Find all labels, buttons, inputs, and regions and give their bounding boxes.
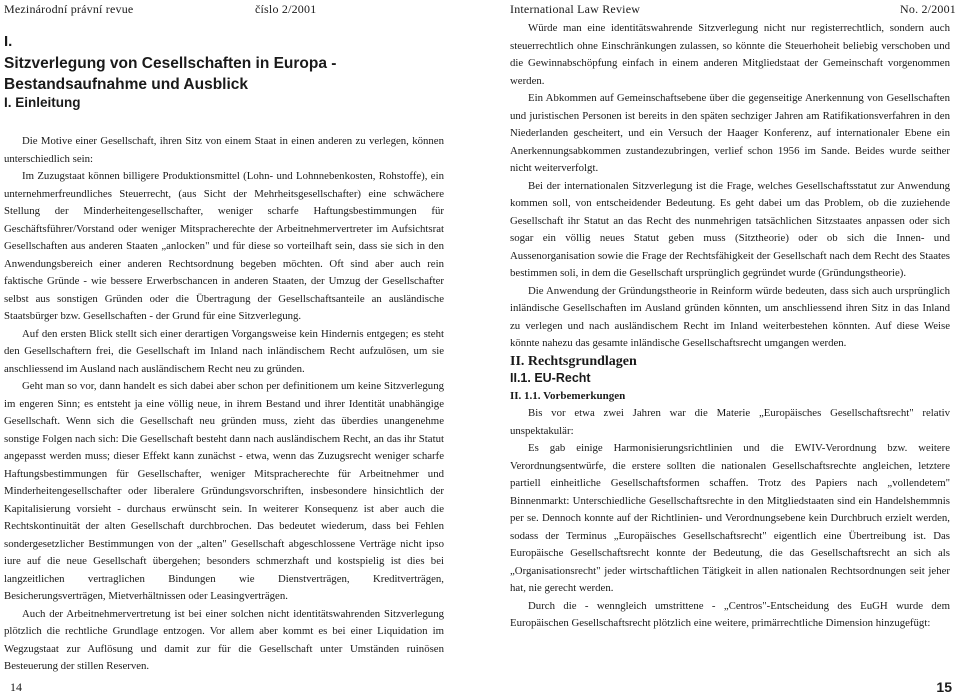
paragraph: Im Zuzugstaat können billigere Produktionsmittel (Lohn- und Lohnnebenkosten, Rohstoffe), ein unternehmerfreundliches Steuerrecht, (aus Sicht der Mehrheitsgesellschafter) eine schwächere Stellung der Minderheitengesellschafter, weniger scharfe Haftungsbestimmungen für Geschäftsführer/Vorstand oder weniger Mitspracherechte der Arbeitnehmervertreter im Aufsichtsrat Gesellschaften aus anderen Staaten „anlocken" und für diese so vorteilhaft sein, dass sie sich in den Anwendungsbereich einer anderen Rechtsordnung begeben möchten. Oft sind aber auch rein faktische Gründe - wie bessere Erwerbschancen in anderen Staaten, der Umzug der Gesellschafter selbst aus sonstigen Gründen oder die Übertragung der Gesellschaftsanteile an ausländische Staatsbürger bzw. Gesellschaften - der Grund für eine Sitzverlegung. xyxy=(4,170,444,322)
running-head-journal: Mezinárodní právní revue xyxy=(4,2,134,16)
paragraph: Bei der internationalen Sitzverlegung ist die Frage, welches Gesellschaftsstatut zur Anwendung kommen soll, von entscheidender Bedeutung. Es geht dabei um das Problem, ob die zuziehende Gesellschaft ihr Statut an das Recht des nunmehrigen tatsächlichen Sitzstaates anpassen oder sich sogar ein völlig neues Statut geben muss (Sitztheorie) oder ob sich die Innen- und Aussenorganisation sowie die Frage der Rechtsfähigkeit der Gesellschaft nach dem Recht des Staates bestimmen soli, in dem die Gesellschaft ursprünglich gegründet wurde (Gründungstheorie). xyxy=(510,179,950,279)
paragraph: Auf den ersten Blick stellt sich einer derartigen Vorgangsweise kein Hindernis entgegen; es steht den Gesellschaftern frei, die Gesellschaft im Inland nach inländischem Recht aufzulösen, um sie anschliessend im Ausland nach ausländischem Recht neu zu gründen. xyxy=(4,327,444,375)
running-head-issue-en: No. 2/2001 xyxy=(900,2,956,16)
paragraph: Geht man so vor, dann handelt es sich dabei aber schon per definitionem um keine Sitzverlegung im engeren Sinn; es entsteht ja eine völlig neue, in ihrem Bestand und ihrer Identität unabhängige Gesellschaft. Wenn sich die Gesellschaft neu gründen muss, zieht das überdies unangenehme sonstige Folgen nach sich: Die Gesellschaft besteht dann nach ausländischem Recht, an das ihr Statut angepasst werden muss; dieser Effekt kann zunächst - etwa, wenn das Zuzugsrecht weniger scharfe Haftungsbestimmungen für Gesellschafter, weniger Mitspracherechte für Arbeitnehmer und Minderheitengesellschafter oder liberalere Gründungsvorschriften, insbesondere hinsichtlich der Kapitalisierung vorsieht - durchaus erwünscht sein. In weiterer Konsequenz ist aber auch die Rechtskontinuität der alten Gesellschaft durchbrochen. Das bedeutet wiederum, dass bei Fehlen sondergesetzlicher Bestimmungen von der „alten" Gesellschaft abgeschlossene Verträge nicht ipso iure auf die neue Gesellschaft übergehen; besonders schmerzhaft und kostspielig ist dies bei langzeitlichen vertraglichen Bindungen wie Dienstverträgen, Kreditverträgen, Besicherungsverträgen, Mietverhältnissen oder Leasingverträgen. xyxy=(4,380,444,602)
running-head-journal-en: International Law Review xyxy=(510,2,641,16)
left-page xyxy=(0,0,470,699)
section-number: I. xyxy=(4,33,13,50)
paragraph: Durch die - wenngleich umstrittene - „Centros"-Entscheidung des EuGH wurde dem Europäischen Gesellschaftsrecht plötzlich eine weitere, primärrechtliche Dimension hinzugefügt: xyxy=(510,599,950,629)
page-number-left: 14 xyxy=(10,680,22,694)
heading-vorbemerkungen: II. 1.1. Vorbemerkungen xyxy=(510,389,626,402)
paragraph: Es gab einige Harmonisierungsrichtlinien und die EWIV-Verordnung bzw. weitere Verordnungsentwürfe, die erstere sollten die nationalen Gesellschaftsrechte angleichen, letztere partiell einheitliche Gesellschaftsformen schaffen. Trotz des Papiers nach „vollendetem" Binnenmarkt: Unterschiedliche Gesellschaftsrechte in den Mitgliedstaaten sind ein Handelshemmnis per se. Dennoch konnte auf der Richtlinien- und Verordnungsebene kein Durchbruch erzielt werden, sodass der Terminus „Europäisches Gesellschaftsrecht" eigentlich eine Übertreibung ist. Das Europäische Gesellschaftsrecht konnte der Bedeutung, die das Gesellschaftsrecht an sich als „Organisationsrecht" jeder wirtschaftlichen Tätigkeit in allen nationalen Rechtsordnungen seit jeher hat, nie gerecht werden. xyxy=(510,442,950,594)
paragraph: Auch der Arbeitnehmervertretung ist bei einer solchen nicht identitätswahrenden Sitzverlegung plötzlich die rechtliche Grundlage entzogen. Vor allem aber kommt es bei einer Liquidation im Wegzugstaat zur Auflösung und damit zur für die Gesellschaft unter Umständen ruinösen Besteuerung der stillen Reserven. xyxy=(4,607,444,672)
right-body-text xyxy=(510,20,950,633)
right-page xyxy=(490,0,960,699)
article-title: Sitzverlegung von Cesellschaften in Europa - Bestandsaufnahme und Ausblick xyxy=(4,55,337,93)
paragraph: Ein Abkommen auf Gemeinschaftsebene über die gegenseitige Anerkennung von Gesellschaften und juristischen Personen ist bereits in den späten sechziger Jahren am Ratifikationsverfahren in den Niederlanden gescheitert, und ein Versuch der Haager Konferenz, auf internationaler Ebene ein Anerkennungsabkommen zustandezubringen, verlief schon 1956 im Sande. Beides wurde seither nicht weiterverfolgt. xyxy=(510,92,950,174)
heading-rechtsgrundlagen: II. Rechtsgrundlagen xyxy=(510,353,637,369)
heading-eu-recht: II.1. EU-Recht xyxy=(510,371,591,385)
paragraph: Die Anwendung der Gründungstheorie in Reinform würde bedeuten, dass sich auch ursprünglich inländische Gesellschaften im Ausland gründen könnten, um anschliessend ihren Sitz in das Inland zu verlegen und nach ausländischem Recht im Inland weiterbestehen könnten. Auf diese Weise könnte nahezu das gesamte inländische Gesellschaftsrecht umgangen werden. xyxy=(510,284,950,349)
paragraph: Die Motive einer Gesellschaft, ihren Sitz von einem Staat in einen anderen zu verlegen, können unterschiedlich sein: xyxy=(4,135,444,165)
heading-einleitung: I. Einleitung xyxy=(4,95,81,110)
left-body-text xyxy=(4,133,444,676)
paragraph: Bis vor etwa zwei Jahren war die Materie „Europäisches Gesellschaftsrecht" relativ unspektakulär: xyxy=(510,407,950,437)
paragraph: Würde man eine identitätswahrende Sitzverlegung nicht nur registerrechtlich, sondern auch steuerrechtlich ohne Einschränkungen zulassen, so könnte die Steuerhoheit beliebig verschoben und die Gewinnabschöpfung einfach in einem anderen Mitgliedstaat der Gemeinschaft vorgenommen werden. xyxy=(510,22,950,87)
running-head-issue: číslo 2/2001 xyxy=(255,2,317,16)
page-number-right: 15 xyxy=(936,679,952,695)
